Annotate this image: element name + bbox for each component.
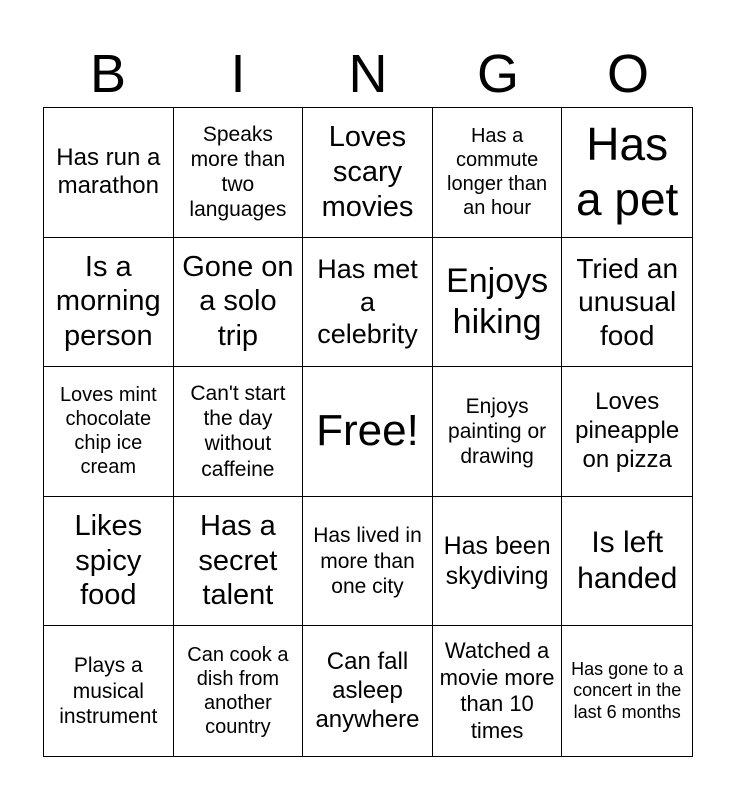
bingo-cell-text: Has a pet xyxy=(576,118,679,226)
bingo-cell[interactable] xyxy=(433,497,563,627)
bingo-cell-text: Enjoys hiking xyxy=(446,262,549,341)
bingo-cell-text: Has gone to a concert in the last 6 months xyxy=(571,658,684,722)
bingo-cell[interactable] xyxy=(303,108,433,238)
bingo-cell[interactable] xyxy=(174,626,304,756)
bingo-cell-text: Loves mint chocolate chip ice cream xyxy=(59,384,157,479)
bingo-header xyxy=(43,40,693,108)
bingo-cell[interactable] xyxy=(562,497,692,627)
bingo-grid xyxy=(43,107,693,757)
bingo-cell-text: Likes spicy food xyxy=(74,509,143,612)
bingo-cell[interactable] xyxy=(562,108,692,238)
bingo-cell-text: Can cook a dish from another country xyxy=(187,644,289,739)
bingo-cell[interactable] xyxy=(44,367,174,497)
bingo-cell[interactable] xyxy=(433,626,563,756)
bingo-cell[interactable] xyxy=(303,238,433,368)
bingo-cell[interactable] xyxy=(44,108,174,238)
bingo-cell[interactable] xyxy=(174,367,304,497)
header-letter-o: O xyxy=(606,44,649,104)
bingo-cell-text: Loves scary movies xyxy=(321,121,414,223)
header-letter-g: G xyxy=(476,44,519,104)
bingo-cell-text: Plays a musical instrument xyxy=(59,654,158,728)
bingo-cell[interactable] xyxy=(562,367,692,497)
bingo-cell-text: Has lived in more than one city xyxy=(313,524,422,598)
bingo-cell[interactable] xyxy=(174,108,304,238)
header-letter-b: B xyxy=(89,44,127,104)
bingo-cell[interactable] xyxy=(562,238,692,368)
bingo-cell[interactable] xyxy=(174,497,304,627)
bingo-cell[interactable] xyxy=(303,497,433,627)
bingo-cell[interactable] xyxy=(44,238,174,368)
bingo-cell-text: Has been skydiving xyxy=(443,532,551,591)
bingo-cell-text: Speaks more than two languages xyxy=(189,122,287,222)
bingo-cell-text: Free! xyxy=(316,406,419,456)
bingo-cell-text: Can't start the day without caffeine xyxy=(190,382,286,481)
bingo-cell[interactable] xyxy=(174,238,304,368)
bingo-cell-text: Tried an unusual food xyxy=(576,252,679,351)
bingo-cell-text: Has met a celebrity xyxy=(317,254,418,350)
bingo-cell-text: Loves pineapple on pizza xyxy=(575,388,680,473)
bingo-cell[interactable] xyxy=(433,238,563,368)
bingo-cell-text: Has a secret talent xyxy=(198,509,278,612)
bingo-cell-text: Watched a movie more than 10 times xyxy=(439,638,555,743)
bingo-cell[interactable] xyxy=(562,626,692,756)
bingo-cell-text: Is a morning person xyxy=(55,250,161,353)
bingo-cell-text: Gone on a solo trip xyxy=(182,250,294,353)
bingo-cell-text: Has a commute longer than an hour xyxy=(447,125,548,220)
bingo-cell[interactable] xyxy=(433,108,563,238)
header-letter-i: I xyxy=(230,44,246,104)
bingo-cell[interactable] xyxy=(303,367,433,497)
bingo-cell-text: Is left handed xyxy=(577,526,678,596)
bingo-cell-text: Enjoys painting or drawing xyxy=(448,394,547,469)
header-letter-n: N xyxy=(348,44,388,104)
bingo-cell-text: Can fall asleep anywhere xyxy=(315,648,420,733)
bingo-cell[interactable] xyxy=(303,626,433,756)
bingo-cell[interactable] xyxy=(44,626,174,756)
bingo-cell[interactable] xyxy=(44,497,174,627)
bingo-cell-text: Has run a marathon xyxy=(56,143,161,200)
bingo-cell[interactable] xyxy=(433,367,563,497)
